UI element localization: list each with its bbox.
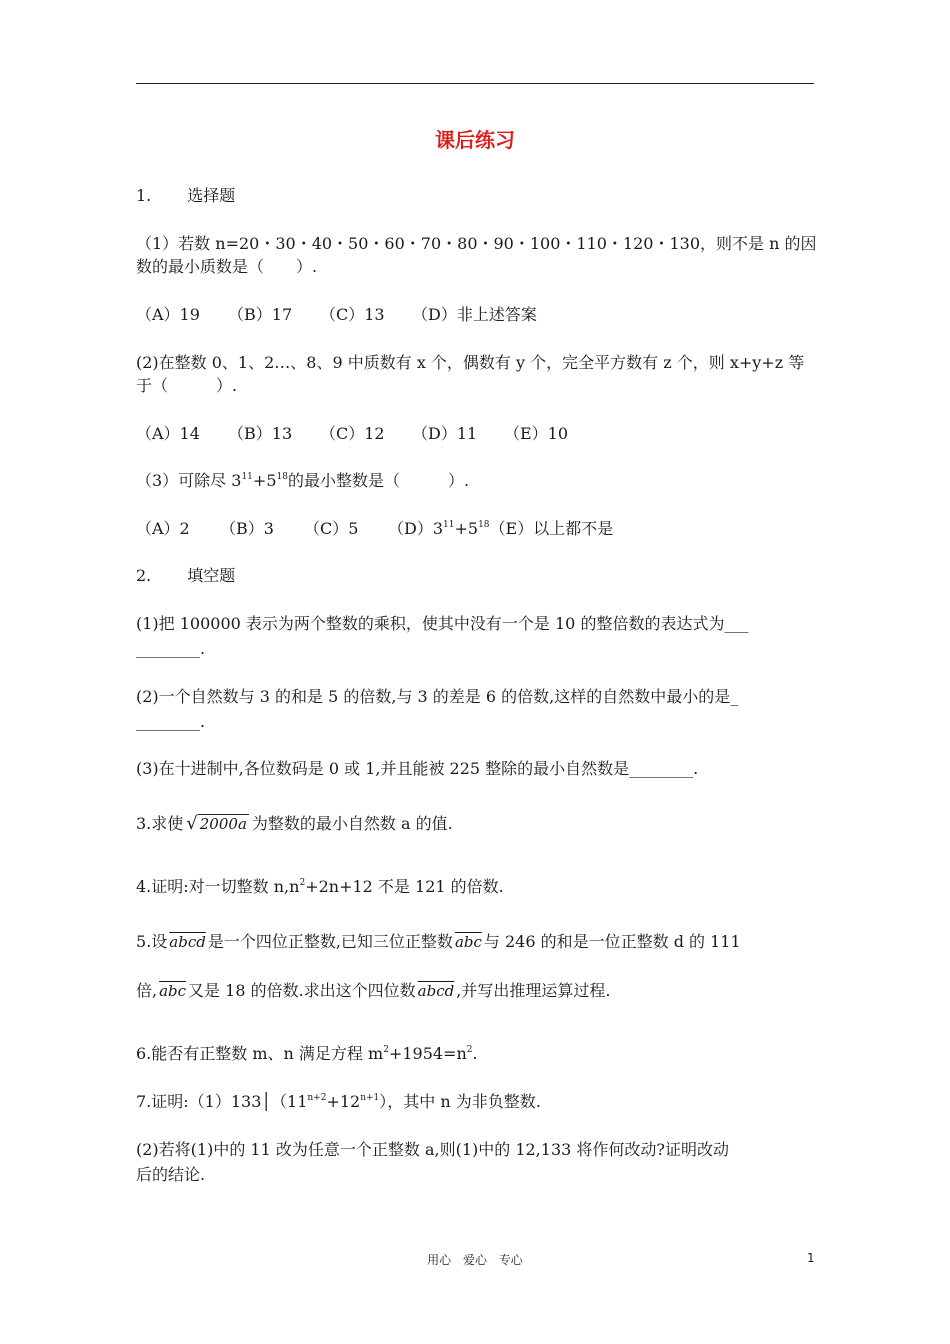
q1-line-1: （1）若数 n=20・30・40・50・60・70・80・90・100・110・120・130，则不是 n 的因 bbox=[136, 234, 817, 253]
problem-5-line-2: 倍, $\overline{abc}$ 又是 18 的倍数.求出这个四位数 abcd ,并写出推理运算过程. bbox=[136, 981, 611, 1000]
q2-options bbox=[136, 424, 568, 444]
q2-line-2: 于（ ）. bbox=[136, 376, 238, 395]
option: （B）17 bbox=[228, 305, 293, 324]
radical-expression: √ 2000a bbox=[186, 813, 247, 834]
fill-1-line-2: ________. bbox=[136, 639, 206, 658]
fill-3-line: (3)在十进制中,各位数码是 0 或 1,并且能被 225 整除的最小自然数是________. bbox=[136, 759, 699, 778]
overline-abc: $\overline{abc}$ bbox=[454, 933, 482, 951]
problem-5-line-1: 5.设 abcd 是一个四位正整数,已知三位正整数 $\overline{abc}$ 与 246 的和是一位正整数 d 的 111 bbox=[136, 932, 741, 951]
option: （B）3 bbox=[220, 519, 274, 538]
header-rule bbox=[136, 83, 814, 84]
option: （D）11 bbox=[412, 424, 478, 443]
option: （C）12 bbox=[320, 424, 385, 443]
problem-7-line-3: 后的结论. bbox=[136, 1165, 206, 1184]
q1-line-2: 数的最小质数是（ ）. bbox=[136, 257, 318, 276]
section-2-heading: 2. 填空题 bbox=[136, 566, 236, 585]
option: $(D)3^{11}+5^{18}$ bbox=[388, 519, 490, 538]
problem-7-line-2: (2)若将(1)中的 11 改为任意一个正整数 a,则(1)中的 12,133 将作何改动?证明改动 bbox=[136, 1140, 729, 1159]
overline-abcd: abcd bbox=[169, 933, 206, 951]
fill-2-line-2: ________. bbox=[136, 712, 206, 731]
problem-4: 4.证明:对一切整数 $n,n^2+2n+12$ 不是 121 的倍数. bbox=[136, 877, 504, 896]
option: （C）13 bbox=[320, 305, 385, 324]
q1-options bbox=[136, 305, 537, 325]
overline-abc: $\overline{abc}$ bbox=[159, 982, 187, 1000]
option: （C）5 bbox=[304, 519, 359, 538]
option: （A）14 bbox=[136, 424, 200, 443]
overline-abcd: abcd bbox=[417, 982, 455, 1000]
problem-7-line-1: 7.证明$:(1)133│(11^{n+2}+12^{n+1})$，其中 n 为非负整数. bbox=[136, 1092, 541, 1111]
option: （A）2 bbox=[136, 519, 190, 538]
problem-3: 3.求使 √ 2000a 为整数的最小自然数 a 的值. bbox=[136, 813, 453, 834]
option: （E）10 bbox=[504, 424, 569, 443]
q3-options bbox=[136, 519, 613, 539]
fill-2-line-1: (2)一个自然数与 3 的和是 5 的倍数,与 3 的差是 6 的倍数,这样的自然数中最小的是_ bbox=[136, 687, 739, 706]
q3-line: （3）可除尽 $3^{11}+5^{18}$的最小整数是（ ）. bbox=[136, 471, 470, 490]
problem-6: 6.能否有正整数 m、n 满足方程 $m^2+1954=n^2$. bbox=[136, 1044, 478, 1063]
q2-line-1: (2)在整数 0、1、2…、8、9 中质数有 x 个，偶数有 y 个，完全平方数有 z 个，则 x+y+z 等 bbox=[136, 353, 805, 372]
section-1-heading: 1. 选择题 bbox=[136, 186, 236, 205]
option: （A）19 bbox=[136, 305, 200, 324]
page-number: 1 bbox=[807, 1251, 815, 1265]
option: （D）非上述答案 bbox=[412, 305, 537, 324]
option: （B）13 bbox=[228, 424, 293, 443]
fill-1-line-1: (1)把 100000 表示为两个整数的乘积，使其中没有一个是 10 的整倍数的表达式为___ bbox=[136, 614, 749, 633]
option: （E）以上都不是 bbox=[489, 519, 614, 538]
page-title: 课后练习 bbox=[435, 128, 515, 152]
footer-motto: 用心 爱心 专心 bbox=[427, 1253, 523, 1267]
